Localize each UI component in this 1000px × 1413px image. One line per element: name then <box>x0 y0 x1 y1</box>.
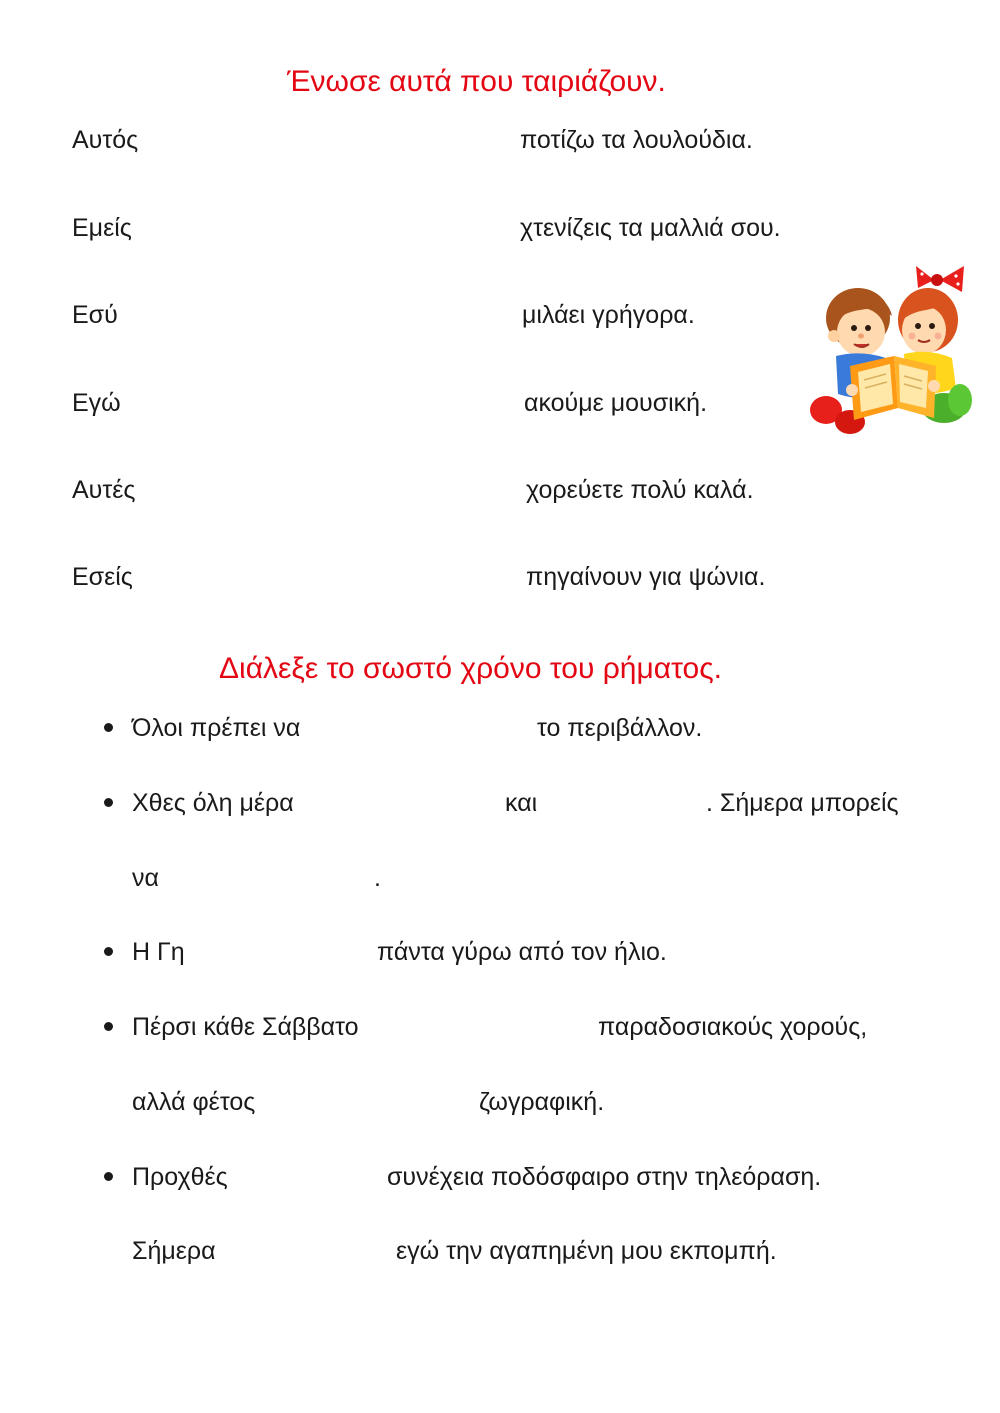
children-reading-book-icon <box>806 258 978 440</box>
s2-part-e: . <box>374 864 381 892</box>
s1-part-a: Όλοι πρέπει να <box>132 714 301 742</box>
phrase-3: μιλάει γρήγορα. <box>522 301 695 329</box>
s3-part-a: Η Γη <box>132 938 185 966</box>
bullet-4 <box>104 1022 113 1031</box>
s2-part-c: . Σήμερα μπορείς <box>706 789 899 817</box>
s4-part-d: ζωγραφική. <box>479 1088 605 1116</box>
phrase-2: χτενίζεις τα μαλλιά σου. <box>520 214 781 242</box>
pronoun-1: Αυτός <box>72 126 139 154</box>
s5-part-a: Προχθές <box>132 1163 228 1191</box>
s4-part-b: παραδοσιακούς χορούς, <box>598 1013 868 1041</box>
phrase-6: πηγαίνουν για ψώνια. <box>526 563 766 591</box>
phrase-4: ακούμε μουσική. <box>524 389 708 417</box>
pronoun-6: Εσείς <box>72 563 133 591</box>
section2-title: Διάλεξε το σωστό χρόνο του ρήματος. <box>219 652 722 685</box>
pronoun-4: Εγώ <box>72 389 121 417</box>
pronoun-5: Αυτές <box>72 476 136 504</box>
s3-part-b: πάντα γύρω από τον ήλιο. <box>377 938 667 966</box>
bullet-3 <box>104 947 113 956</box>
phrase-5: χορεύετε πολύ καλά. <box>526 476 754 504</box>
s2-part-d: να <box>132 864 159 892</box>
s5-part-b: συνέχεια ποδόσφαιρο στην τηλεόραση. <box>387 1163 822 1191</box>
phrase-1: ποτίζω τα λουλούδια. <box>520 126 753 154</box>
s5-part-d: εγώ την αγαπημένη μου εκπομπή. <box>396 1237 777 1265</box>
pronoun-2: Εμείς <box>72 214 132 242</box>
s1-part-b: το περιβάλλον. <box>537 714 703 742</box>
s2-part-b: και <box>505 789 538 817</box>
bullet-5 <box>104 1172 113 1181</box>
s5-part-c: Σήμερα <box>132 1237 216 1265</box>
bullet-1 <box>104 723 113 732</box>
s4-part-c: αλλά φέτος <box>132 1088 256 1116</box>
pronoun-3: Εσύ <box>72 301 118 329</box>
s2-part-a: Χθες όλη μέρα <box>132 789 294 817</box>
bullet-2 <box>104 798 113 807</box>
section1-title: Ένωσε αυτά που ταιριάζουν. <box>287 65 666 98</box>
s4-part-a: Πέρσι κάθε Σάββατο <box>132 1013 359 1041</box>
